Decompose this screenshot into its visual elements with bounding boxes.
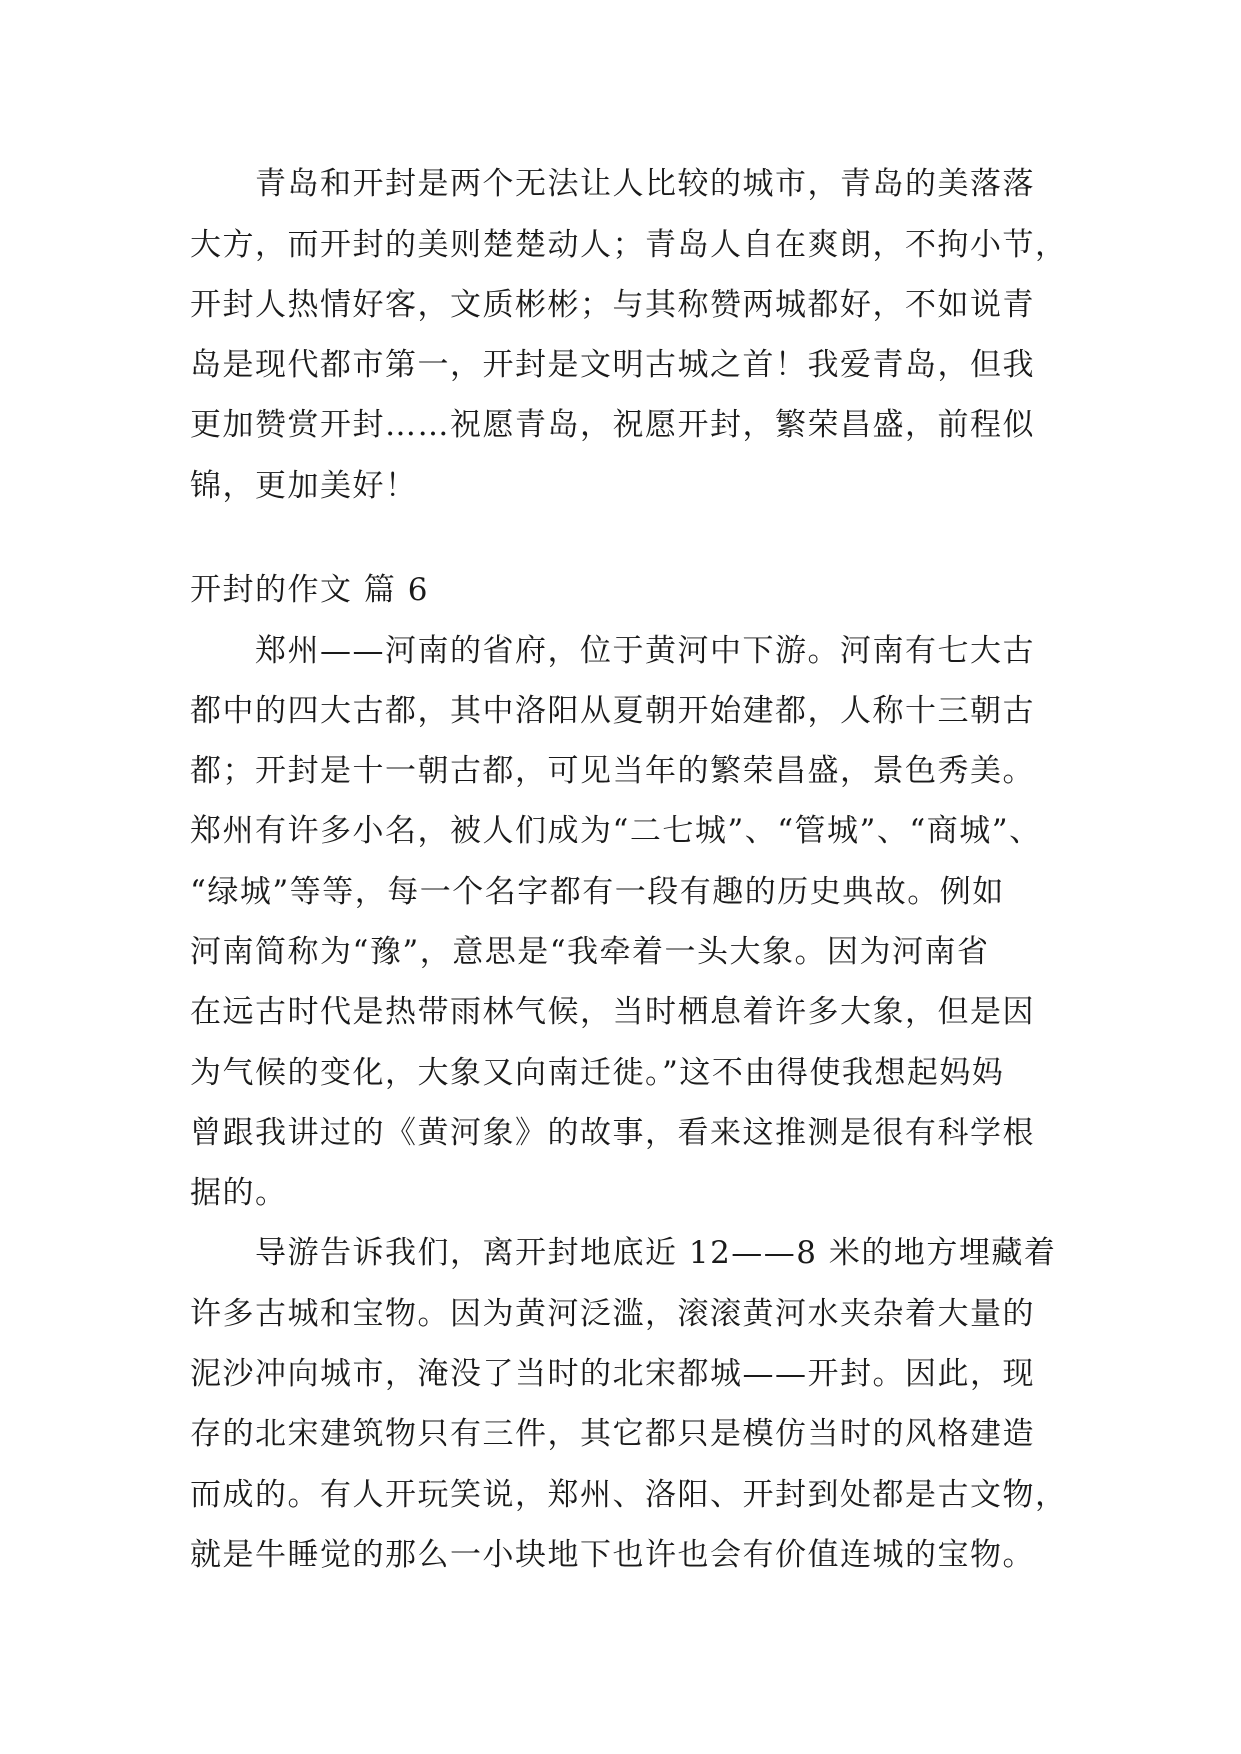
paragraph-1-line-2: 都中的四大古都，其中洛阳从夏朝开始建都，人称十三朝古 — [190, 693, 1035, 729]
intro-line-6: 锦，更加美好！ — [190, 468, 418, 504]
paragraph-2-line-1: 导游告诉我们，离开封地底近 12——8 米的地方埋藏着 — [255, 1235, 1057, 1271]
intro-line-3: 开封人热情好客，文质彬彬；与其称赞两城都好，不如说青 — [190, 287, 1035, 323]
paragraph-1-line-6: 河南简称为“豫”，意思是“我牵着一头大象。因为河南省 — [190, 934, 990, 970]
paragraph-1-line-5: “绿城”等等，每一个名字都有一段有趣的历史典故。例如 — [190, 874, 1005, 910]
intro-line-1: 青岛和开封是两个无法让人比较的城市，青岛的美落落 — [255, 166, 1035, 202]
section-heading: 开封的作文 篇 6 — [190, 572, 429, 608]
intro-line-2: 大方，而开封的美则楚楚动人；青岛人自在爽朗，不拘小节， — [190, 227, 1068, 263]
paragraph-1-line-9: 曾跟我讲过的《黄河象》的故事，看来这推测是很有科学根 — [190, 1115, 1035, 1151]
intro-line-5: 更加赞赏开封……祝愿青岛，祝愿开封，繁荣昌盛，前程似 — [190, 407, 1035, 443]
paragraph-1-line-8: 为气候的变化，大象又向南迁徙。”这不由得使我想起妈妈 — [190, 1055, 1005, 1091]
paragraph-1-line-7: 在远古时代是热带雨林气候，当时栖息着许多大象，但是因 — [190, 994, 1035, 1030]
paragraph-1-line-4: 郑州有许多小名，被人们成为“二七城”、“管城”、“商城”、 — [190, 813, 1042, 849]
paragraph-2-line-3: 泥沙冲向城市，淹没了当时的北宋都城——开封。因此，现 — [190, 1356, 1035, 1392]
paragraph-1-line-10: 据的。 — [190, 1175, 288, 1211]
paragraph-2-line-6: 就是牛睡觉的那么一小块地下也许也会有价值连城的宝物。 — [190, 1537, 1035, 1573]
paragraph-2-line-2: 许多古城和宝物。因为黄河泛滥，滚滚黄河水夹杂着大量的 — [190, 1296, 1035, 1332]
paragraph-2-line-5: 而成的。有人开玩笑说，郑州、洛阳、开封到处都是古文物， — [190, 1477, 1068, 1513]
intro-line-4: 岛是现代都市第一，开封是文明古城之首！我爱青岛，但我 — [190, 347, 1035, 383]
paragraph-1-line-3: 都；开封是十一朝古都，可见当年的繁荣昌盛，景色秀美。 — [190, 753, 1035, 789]
paragraph-1-line-1: 郑州——河南的省府，位于黄河中下游。河南有七大古 — [255, 633, 1035, 669]
paragraph-2-line-4: 存的北宋建筑物只有三件，其它都只是模仿当时的风格建造 — [190, 1416, 1035, 1452]
